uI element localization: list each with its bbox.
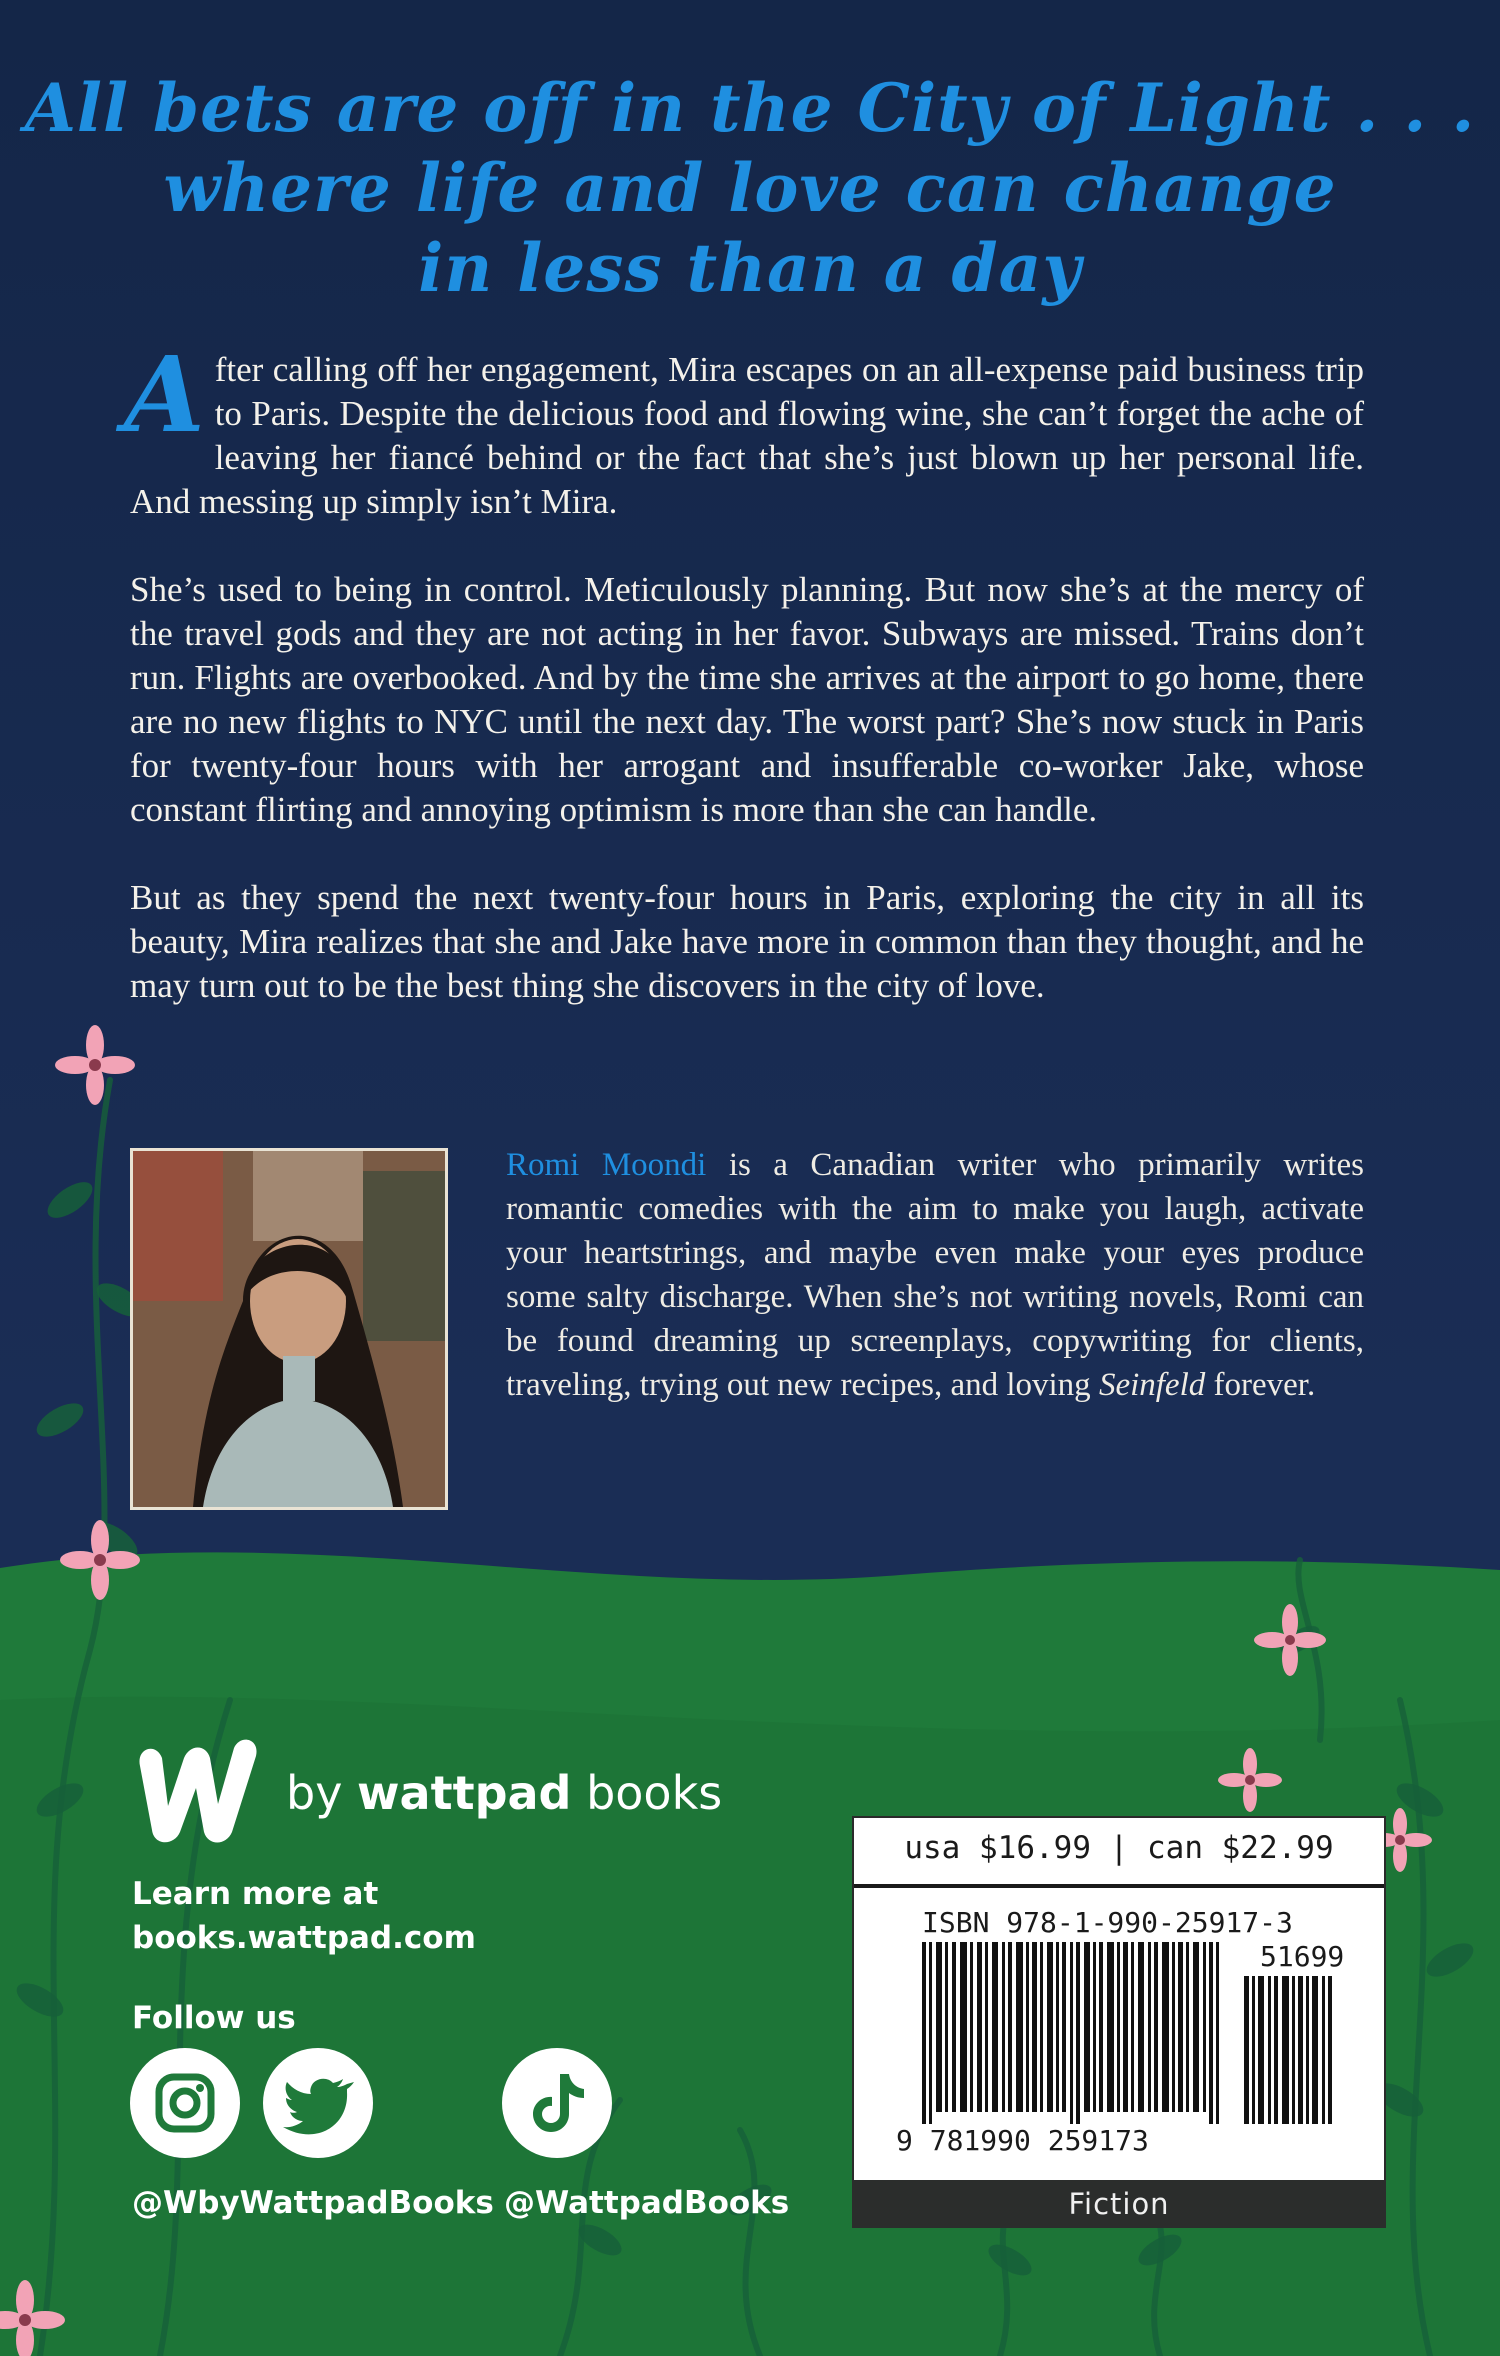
barcode-supplement-digits: 51699 [1260,1940,1345,1973]
tagline-line: where life and love can change [163,149,1337,227]
brand-books: books [571,1766,723,1820]
bio-text: is a Canadian writer who primarily writes romantic comedies with the aim to make you laugh, activate your heartstrings, and maybe even make your eyes produce some salty discharge. When she’s not writing novels, Romi can be found dreaming up screenplays, copywriting for clients, traveling, trying out new recipes, and loving [506,1147,1365,1403]
author-name: Romi Moondi [506,1147,707,1183]
publisher-name [286,1766,722,1820]
social-handle[interactable]: @WbyWattpadBooks [132,2185,494,2221]
website-link[interactable]: books.wattpad.com [132,1920,476,1956]
bio-italic-title: Seinfeld [1098,1367,1206,1403]
blurb-paragraph [124,333,1364,524]
bio-text-end: forever. [1205,1367,1316,1403]
twitter-icon[interactable] [263,2048,373,2158]
blurb-paragraph-text: fter calling off her engagement, Mira escapes on an all-expense paid business trip to Paris. Despite the delicious food and flowing wine, she can’t forget the ache of leaving her fiancé behind or the fact that she’s just blown up her personal life. And messing up simply isn’t Mira. [130,350,1364,521]
barcode-digits: 9 781990 259173 [896,2124,1149,2157]
learn-more-label: Learn more at [132,1876,379,1912]
tagline-line: in less than a day [418,229,1082,307]
wattpad-w-logo-icon [132,1728,262,1848]
tagline [0,68,1500,308]
tagline-line: All bets are off in the City of Light . . . [24,69,1476,147]
instagram-icon[interactable] [130,2048,240,2158]
follow-us-label: Follow us [132,2000,296,2036]
isbn-label: ISBN 978-1-990-25917-3 [922,1906,1293,1939]
book-blurb [124,333,1364,1052]
drop-cap: A [124,333,205,456]
blurb-paragraph: She’s used to being in control. Meticulously planning. But now she’s at the mercy of the travel gods and they are not acting in her favor. Subways are missed. Trains don’t run. Flights are overbooked. And by the time she arrives at the airport to go home, there are no new flights to NYC until the next day. The worst part? She’s now stuck in Paris for twenty-four hours with her arrogant and insufferable co-worker Jake, whose constant flirting and annoying optimism is more than she can handle. [130,570,1364,829]
author-photo [130,1148,448,1510]
barcode-icon [922,1940,1345,2124]
price-label: usa $16.99 | can $22.99 [904,1830,1334,1866]
social-handle[interactable]: @WattpadBooks [504,2185,790,2221]
learn-more [132,1872,476,1960]
author-bio [506,1143,1364,1407]
divider [854,1884,1384,1888]
blurb-paragraph: But as they spend the next twenty-four hours in Paris, exploring the city in all its beauty, Mira realizes that she and Jake have more in common than they thought, and he may turn out to be the best thing she discovers in the city of love. [130,878,1364,1005]
brand-wattpad: wattpad [357,1766,572,1820]
barcode-box [852,1816,1386,2184]
tiktok-icon[interactable] [502,2048,612,2158]
brand-by: by [286,1766,358,1820]
genre-label: Fiction [852,2180,1386,2228]
